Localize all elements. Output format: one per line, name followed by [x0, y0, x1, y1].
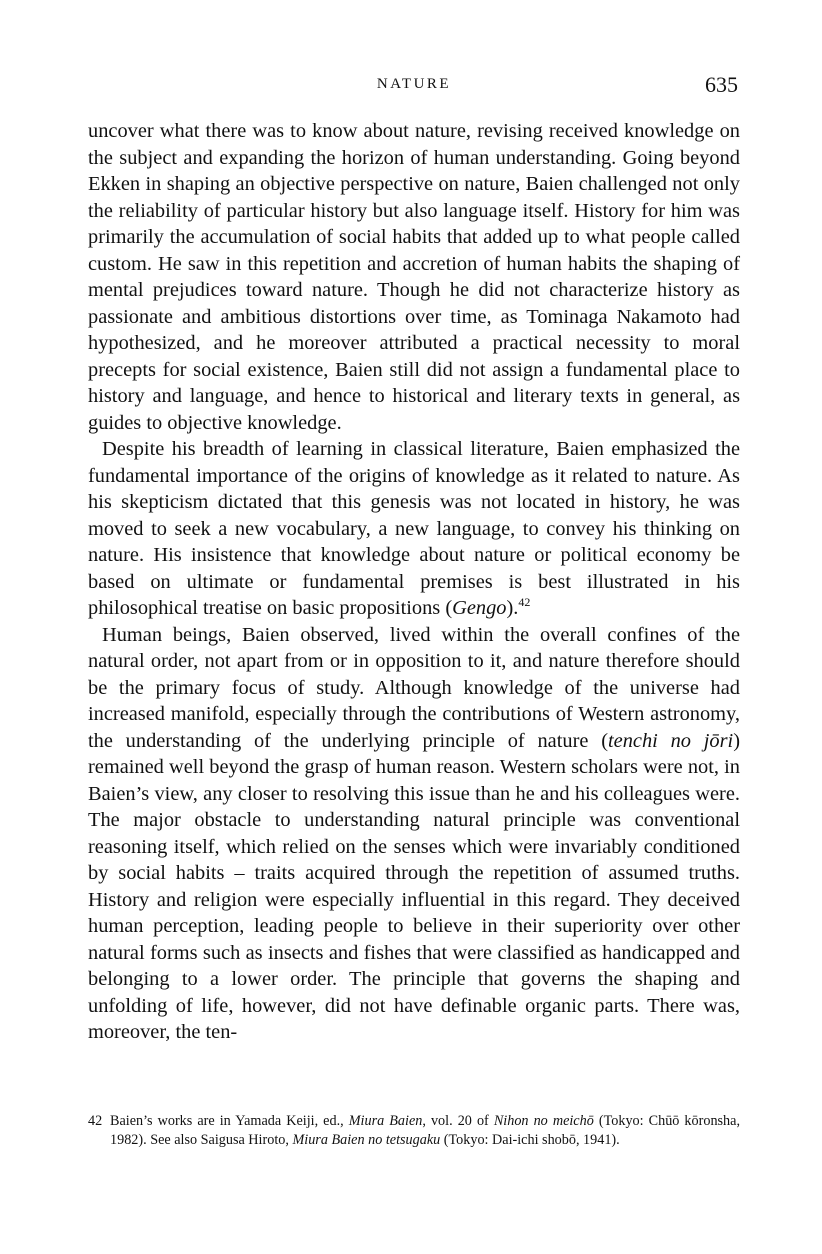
footnote-italic: Nihon no meichō [493, 1113, 594, 1129]
paragraph [88, 622, 740, 1046]
footnote-italic: Miura Baien no tetsugaku [292, 1132, 441, 1148]
footnotes [88, 1112, 740, 1150]
italic-title: Gengo [452, 597, 507, 619]
footnote-text: Baien’s works are in Yamada Keiji, ed., [110, 1113, 349, 1129]
footnote-text: (Tokyo: Dai-ichi shobō, 1941). [440, 1132, 620, 1148]
footnote-italic: Miura Baien [348, 1113, 423, 1129]
paragraph-text: Despite his breadth of learning in classical literature, Baien emphasized the fundamental importance of the origins of knowledge as it related to nature. As his skepticism dictated that this genesis was not located in history, he was moved to seek a new vocabulary, a new language, to convey his thinking on nature. His insistence that knowledge about nature or political economy be based on ultimate or fundamental premises is best illustrated in his philosophical treatise on basic propositions ( [88, 438, 740, 619]
paragraph [88, 436, 740, 622]
page-number: 635 [705, 72, 738, 97]
paragraph [88, 118, 740, 436]
italic-term: tenchi no jōri [608, 729, 734, 752]
paragraph-text: ). [506, 597, 519, 619]
running-head [88, 72, 740, 106]
footnote-text: (Tokyo: Chūō kōronsha, 1982). See also Saigusa Hiroto, [110, 1113, 740, 1148]
footnote-number: 42 [88, 1113, 103, 1129]
footnote [88, 1112, 740, 1150]
paragraph-text: Human beings, Baien observed, lived within the overall confines of the natural order, not apart from or in opposition to it, and nature therefore should be the primary focus of study. Although knowledge of the universe had increased manifold, especially through the contributions of Western astronomy, the understanding of the underlying principle of nature ( [88, 623, 740, 752]
footnote-text: , vol. 20 of [422, 1113, 494, 1129]
paragraph-text: ) remained well beyond the grasp of human reason. Western scholars were not, in Baien’s view, any closer to resolving this issue than he and his colleagues were. The major obstacle to understanding natural principle was conventional reasoning itself, which relied on the senses which were invariably conditioned by social habits – traits acquired through the repetition of assumed truths. History and religion were especially influential in this regard. They deceived human perception, leading people to believe in their superiority over other natural forms such as insects and fishes that were classified as handicapped and belonging to a lower order. The principle that governs the shaping and unfolding of life, however, did not have definable organic parts. There was, moreover, the ten- [88, 729, 740, 1043]
footnote-reference: 42 [518, 595, 531, 610]
chapter-title: NATURE [376, 76, 452, 92]
paragraph-text: uncover what there was to know about nature, revising received knowledge on the subject and expanding the horizon of human understanding. Going beyond Ekken in shaping an objective perspective on nature, Baien challenged not only the reliability of particular history but also language itself. History for him was primarily the accumulation of social habits that added up to what people called custom. He saw in this repetition and accretion of human habits the shaping of mental prejudices toward nature. Though he did not characterize history as passionate and ambitious distortions over time, as Tominaga Nakamoto had hypothesized, and he moreover attributed a practical necessity to moral precepts for social existence, Baien still did not assign a fundamental place to history and language, and hence to historical and literary texts in general, as guides to objective knowledge. [88, 120, 740, 434]
body-text [88, 118, 740, 1046]
